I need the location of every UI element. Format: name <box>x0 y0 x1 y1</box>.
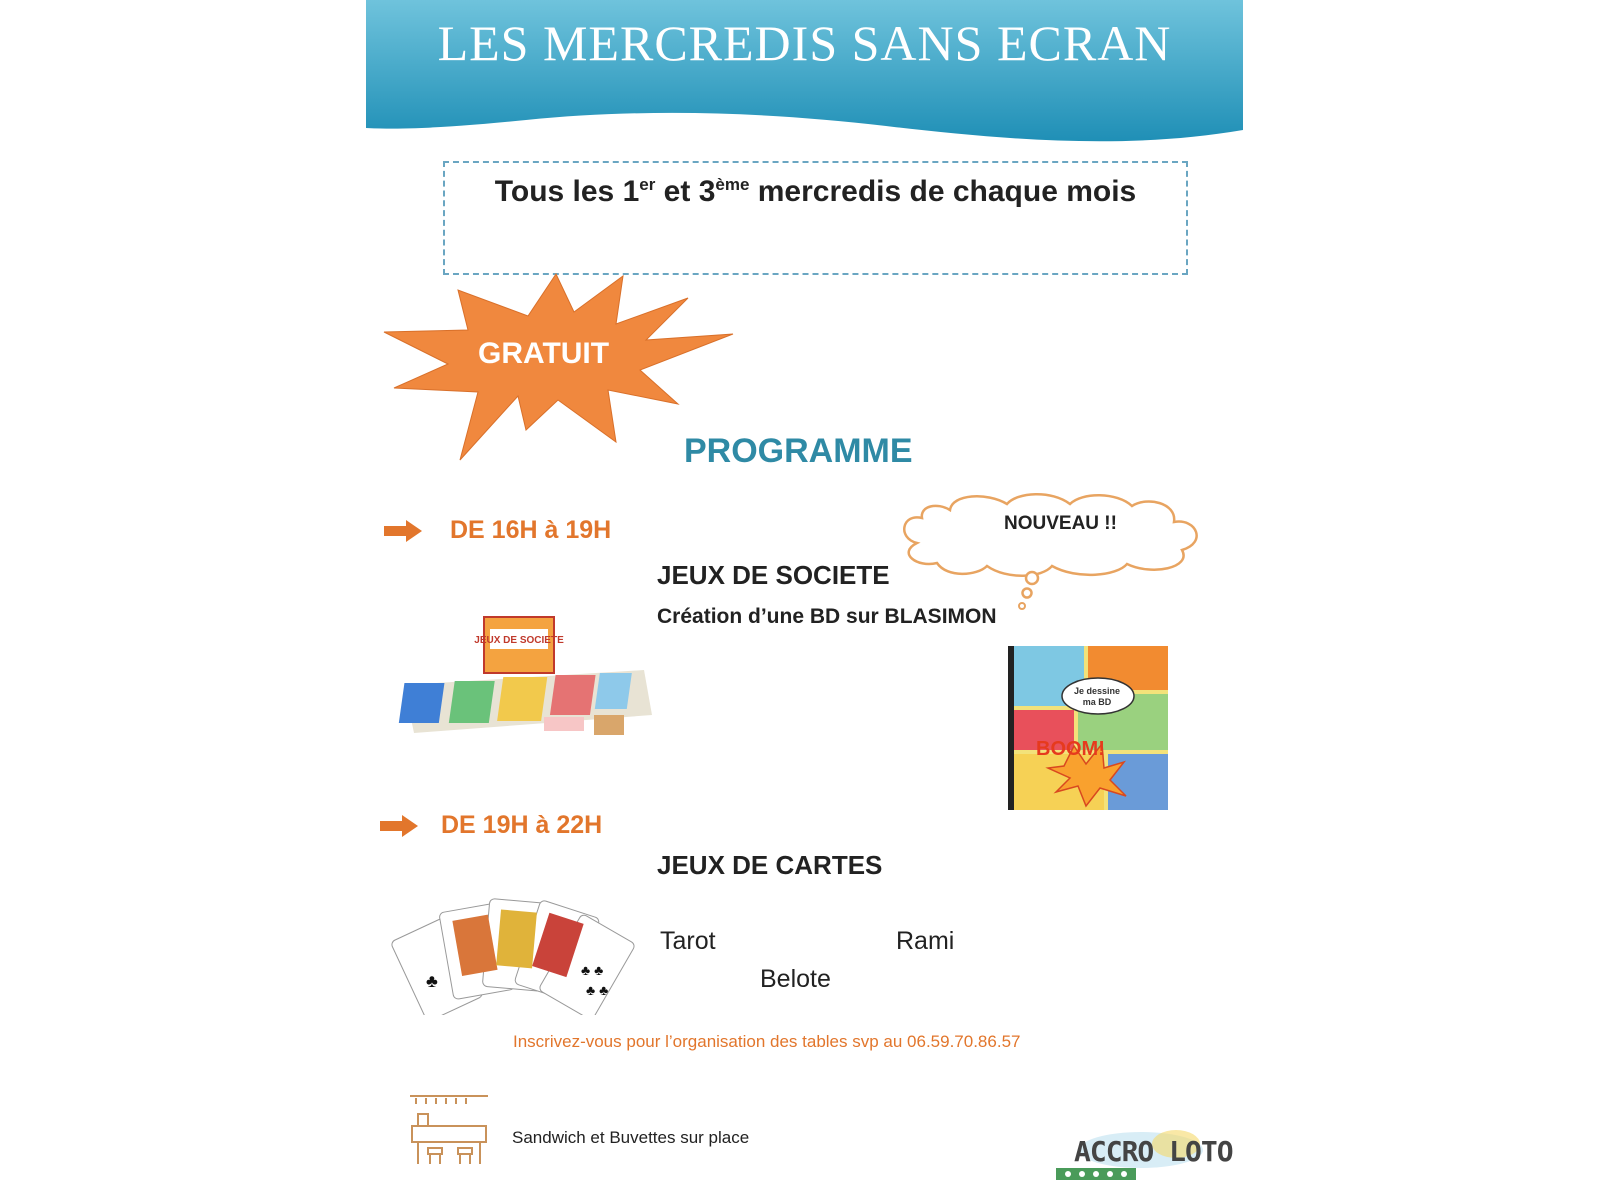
session1-time: DE 16H à 19H <box>450 516 612 544</box>
session1-heading: JEUX DE SOCIETE <box>657 560 890 590</box>
free-badge-label: GRATUIT <box>478 337 610 370</box>
comic-caption: Je dessine ma BD <box>1073 686 1121 707</box>
schedule-sup2: ème <box>715 175 750 194</box>
arrow-right-icon <box>380 815 418 837</box>
svg-text:♣: ♣ <box>426 971 438 991</box>
svg-text:♣ ♣: ♣ ♣ <box>586 982 609 998</box>
session2-time: DE 19H à 22H <box>441 811 603 839</box>
schedule-sup1: er <box>639 175 656 194</box>
schedule-part2: et 3 <box>655 175 716 208</box>
arrow-right-icon <box>384 520 422 542</box>
game-box-label: JEUX DE SOCIETE <box>474 635 564 646</box>
bar-counter-icon <box>408 1092 490 1168</box>
registration-note: Inscrivez-vous pour l’organisation des tables svp au 06.59.70.86.57 <box>513 1032 1021 1051</box>
comic-boom: BOOM! <box>1036 738 1105 760</box>
poster <box>366 0 1243 1200</box>
schedule-part1: Tous les 1 <box>494 175 640 208</box>
comic-book-image <box>1008 646 1168 810</box>
poster-title: LES MERCREDIS SANS ECRAN <box>437 15 1172 71</box>
game-tarot: Tarot <box>660 927 716 955</box>
session1-subtitle: Création d’une BD sur BLASIMON <box>657 605 997 628</box>
schedule-box <box>443 161 1188 275</box>
board-games-image <box>394 615 654 750</box>
game-rami: Rami <box>896 927 955 955</box>
refreshments-note: Sandwich et Buvettes sur place <box>512 1128 750 1147</box>
session2-heading: JEUX DE CARTES <box>657 850 883 880</box>
programme-heading: PROGRAMME <box>684 432 913 470</box>
logo-text: ACCRO LOTO <box>1074 1135 1233 1168</box>
svg-text:♣ ♣: ♣ ♣ <box>581 962 604 978</box>
thought-bubble <box>892 488 1212 618</box>
schedule-text <box>445 175 1186 209</box>
schedule-part3: mercredis de chaque mois <box>749 175 1137 208</box>
new-label: NOUVEAU !! <box>1004 513 1117 534</box>
game-belote: Belote <box>760 965 831 993</box>
playing-cards-image <box>386 895 636 1015</box>
